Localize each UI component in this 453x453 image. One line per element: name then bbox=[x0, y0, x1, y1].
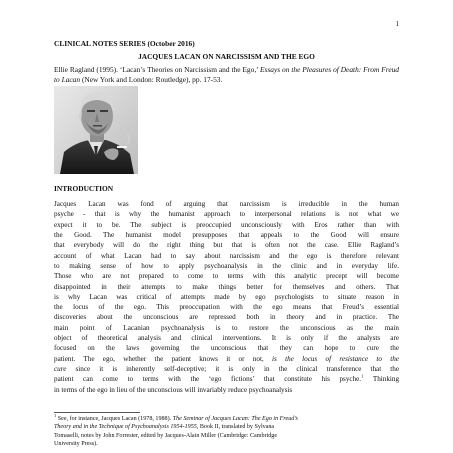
citation-publisher: (New York and London: Routledge), pp. 17-53. bbox=[81, 74, 223, 84]
footnote bbox=[54, 412, 399, 448]
body-paragraph bbox=[54, 199, 399, 395]
citation-book-title: Essays on the Pleasures of Death: From Freud to Lacan bbox=[54, 65, 399, 84]
footnote-text: , Book II, translated by Sylvana bbox=[196, 424, 275, 431]
body-line: account of what Lacan had to say about narcissism and the ego is therefore relevant bbox=[54, 251, 399, 260]
body-line: the Good. The humanist model presupposes that appeals to the Good will ensure bbox=[54, 230, 399, 239]
footnote-number: 1 bbox=[54, 412, 57, 418]
body-line: discoveries about the unconscious are repressed both in theory and in practice. The bbox=[54, 313, 399, 322]
body-line: disappointed in their attempts to make things better for themselves and others. That bbox=[54, 282, 399, 291]
footnote-separator bbox=[54, 412, 140, 413]
body-line: in terms of the ego in lieu of the unconscious will invariably reduce psychoanalysis bbox=[54, 385, 293, 394]
body-line: that everybody will do the right thing but that is often not the case. Ellie Ragland’s bbox=[54, 241, 399, 250]
footnote-line bbox=[54, 412, 399, 423]
body-line bbox=[54, 364, 399, 374]
section-heading-introduction: INTRODUCTION bbox=[54, 184, 114, 193]
body-line: is why Lacan was critical of attempts made by ego psychologists to situate reason in bbox=[54, 292, 399, 301]
body-line: expect it to be. The subject is preoccupied unconsciously with Eros rather than with bbox=[54, 220, 399, 229]
footnote-line: University Press). bbox=[54, 440, 98, 447]
italic-phrase: cure bbox=[54, 365, 67, 373]
body-line: main point of Lacanian psychoanalysis is to restore the unconscious as the main bbox=[54, 323, 399, 332]
footnote-italic-title: Theory and in the Technique of Psychoanalysis 1954-1955 bbox=[54, 424, 197, 431]
body-line: to making sense of how to apply psychoanalysis in the clinic and in everyday life. bbox=[54, 261, 399, 270]
body-line: psyche - that is why the humanist approach to interpersonal relations is not what we bbox=[54, 210, 399, 219]
body-line-text: Thinking bbox=[372, 375, 400, 384]
body-line bbox=[54, 354, 399, 364]
body-line-text: since it is inherently self-deceptive; it is only in the clinical transference that the bbox=[75, 365, 399, 373]
page-number: 1 bbox=[395, 20, 399, 28]
body-line: focused on the laws governing the unconscious that they can hope to cure the bbox=[54, 344, 399, 353]
footnote-marker[interactable]: 1 bbox=[361, 373, 364, 379]
body-line-text: patient can come to terms with the ‘ego fictions’ that constitute his psyche. bbox=[54, 375, 362, 384]
footnote-line bbox=[54, 423, 399, 431]
body-line: object of theoretical analysis and clinical interventions. It is only if the analysts are bbox=[54, 334, 399, 343]
italic-phrase: is the locus of resistance to the bbox=[272, 354, 399, 363]
document-title: JACQUES LACAN ON NARCISSISM AND THE EGO bbox=[138, 52, 315, 61]
series-heading: CLINICAL NOTES SERIES (October 2016) bbox=[54, 39, 195, 48]
body-line: Those who are not prepared to come to terms with this analytic precept will become bbox=[54, 272, 399, 281]
body-line: Jacques Lacan was fond of arguing that narcissism is irreducible in the human bbox=[54, 200, 399, 208]
author-portrait-photo bbox=[54, 86, 138, 174]
citation bbox=[54, 65, 399, 84]
citation-author: Ellie Ragland (1995). ‘Lacan’s Theories on Narcissism and the Ego,’ bbox=[54, 65, 259, 74]
body-line: the locus of the ego. This preoccupation with the ego means that Freud’s essential bbox=[54, 303, 399, 312]
body-line bbox=[54, 374, 399, 384]
footnote-line: Tomaselli, notes by John Forrester, edited by Jacques-Alain Miller (Cambridge: Cambridge bbox=[54, 432, 278, 439]
footnote-italic-title: The Seminar of Jacques Lacan: The Ego in Freud’s bbox=[172, 416, 298, 422]
body-line-text: patient. The ego, whether the patient knows it or not, bbox=[54, 354, 264, 363]
footnote-text: See, for instance, Jacques Lacan (1978, 1988). bbox=[57, 416, 172, 422]
